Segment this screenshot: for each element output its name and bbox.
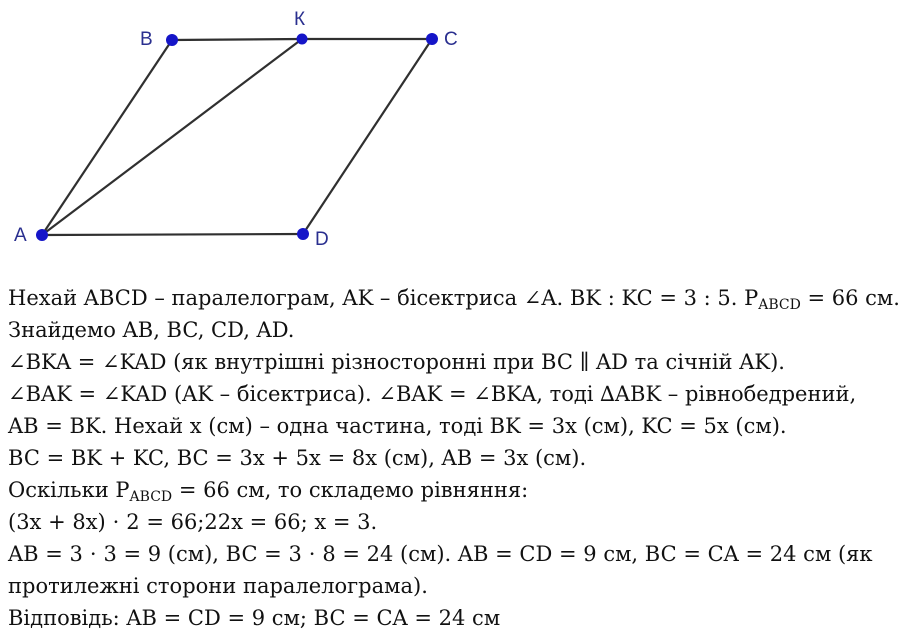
label-c: C [444, 29, 458, 50]
point-d [297, 228, 309, 240]
label-b: B [140, 29, 153, 50]
edge-ab [42, 40, 172, 235]
label-d: D [315, 229, 329, 250]
given-text: Нехай ABCD – паралелограм, AK – бісектриса ∠A. BK : KC = 3 : 5. P [8, 286, 759, 310]
bc-expression-line: BC = BK + KC, BC = 3x + 5x = 8x (см), AB = 3x (см). [8, 446, 587, 470]
given-line [8, 282, 904, 314]
given-perimeter-value: = 66 см. [800, 286, 900, 310]
point-c [426, 33, 438, 45]
figure-labels [14, 9, 458, 250]
point-k [297, 34, 308, 45]
perimeter-subscript-2: ABCD [129, 489, 173, 505]
label-a: A [14, 225, 27, 246]
point-b [166, 34, 178, 46]
figure-edges [42, 39, 432, 235]
isosceles-line: ∠BAK = ∠KAD (AK – бісектриса). ∠BAK = ∠BKA, тоді ∆ABK – рівнобедрений, [8, 382, 857, 406]
edge-bk [172, 39, 302, 40]
point-a [36, 229, 48, 241]
angle-equality-line: ∠BKA = ∠KAD (як внутрішні різносторонні при BC ∥ AD та січній AK). [8, 350, 785, 374]
equation-intro-text: Оскільки P [8, 478, 130, 502]
edge-cd [303, 39, 432, 234]
parallelogram-figure [0, 0, 909, 270]
equation-intro-rest: = 66 см, то складемо рівняння: [172, 478, 529, 502]
equation-intro-line [8, 474, 904, 506]
perimeter-subscript: ABCD [758, 297, 801, 313]
solution-text [8, 282, 904, 634]
figure-points [36, 33, 438, 241]
answer-line: Відповідь: AB = CD = 9 см; BC = CA = 24 см [8, 606, 501, 630]
task-line: Знайдемо AB, BC, CD, AD. [8, 318, 295, 342]
edge-da [42, 234, 303, 235]
parts-line: AB = BK. Нехай x (см) – одна частина, тоді BK = 3x (см), KC = 5x (см). [8, 414, 787, 438]
equation-line: (3x + 8x) ⋅ 2 = 66;22x = 66; x = 3. [8, 510, 378, 534]
label-k: К [294, 9, 306, 30]
bisector-ak [42, 39, 302, 235]
sides-result-line: AB = 3 ⋅ 3 = 9 (см), BC = 3 ⋅ 8 = 24 (см). AB = CD = 9 см, BC = CA = 24 см (як протилежні сторони паралелограма). [8, 542, 873, 598]
